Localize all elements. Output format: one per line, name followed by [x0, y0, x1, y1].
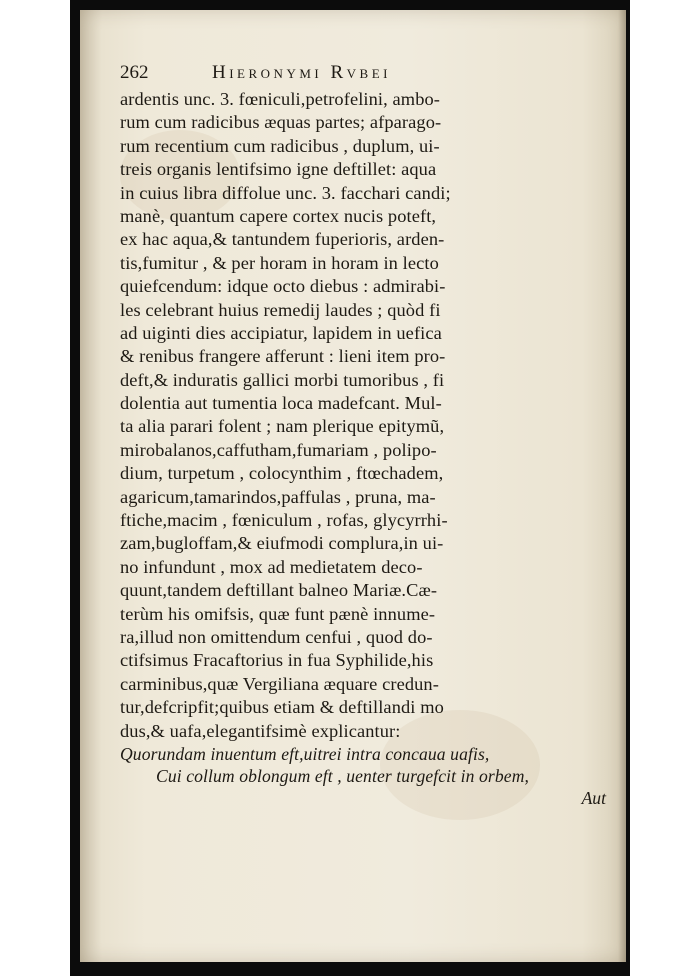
- running-head: [120, 62, 606, 88]
- text-line: mirobalanos,caffutham,fumariam , polipo-: [120, 439, 437, 460]
- text-line: les celebrant huius remedij laudes ; quòd fi: [120, 299, 441, 320]
- text-line: dolentia aut tumentia loca madefcant. Mul-: [120, 393, 442, 414]
- text-line: carminibus,quæ Vergiliana æquare credun-: [120, 673, 439, 694]
- text-line: & renibus frangere afferunt : lieni item pro-: [120, 346, 446, 367]
- verse-line: Quorundam inuentum eft,uitrei intra concaua uafis,: [120, 743, 490, 764]
- text-line: quunt,tandem deftillant balneo Mariæ.Cæ-: [120, 580, 438, 601]
- verse-line: Cui collum oblongum eft , uenter turgefcit in orbem,: [156, 765, 529, 786]
- text-line: treis organis lentifsimo igne deftillet: aqua: [120, 159, 437, 180]
- text-line: ra,illud non omittendum cenfui , quod do-: [120, 626, 433, 647]
- text-line: ftiche,macim , fœniculum , rofas, glycyrrhi-: [120, 510, 448, 531]
- page-edge: [618, 10, 626, 962]
- text-line: no infundunt , mox ad medietatem deco-: [120, 556, 423, 577]
- text-line: tis,fumitur , & per horam in horam in lecto: [120, 252, 439, 273]
- text-line: ta alia parari folent ; nam plerique epitymũ,: [120, 416, 445, 437]
- text-line: rum cum radicibus æquas partes; afparago-: [120, 112, 442, 133]
- catchword: Aut: [581, 787, 606, 808]
- page-number: 262: [120, 62, 149, 83]
- text-line: manè, quantum capere cortex nucis poteft,: [120, 205, 437, 226]
- text-line: terùm his omifsis, quæ funt pænè innume-: [120, 603, 436, 624]
- text-line: tur,defcripfit;quibus etiam & deftillandi mo: [120, 697, 444, 718]
- text-line: dus,& uafa,elegantifsimè explicantur:: [120, 720, 401, 741]
- text-line: quiefcendum: idque octo diebus : admirabi-: [120, 276, 446, 297]
- text-line: rum recentium cum radicibus , duplum, ui-: [120, 135, 440, 156]
- text-line: ad uiginti dies accipiatur, lapidem in uefica: [120, 322, 442, 343]
- running-title: Hieronymi Rvbei: [212, 62, 391, 83]
- text-line: dium, turpetum , colocynthim , ftœchadem,: [120, 463, 444, 484]
- text-line: ctifsimus Fracaftorius in fua Syphilide,his: [120, 650, 434, 671]
- text-line: zam,bugloffam,& eiufmodi complura,in ui-: [120, 533, 444, 554]
- page-text: [120, 62, 606, 809]
- text-line: deft,& induratis gallici morbi tumoribus , fi: [120, 369, 445, 390]
- text-line: in cuius libra diffolue unc. 3. facchari candi;: [120, 182, 451, 203]
- text-line: ardentis unc. 3. fœniculi,petrofelini, ambo-: [120, 89, 441, 109]
- text-line: agaricum,tamarindos,paffulas , pruna, ma-: [120, 486, 436, 507]
- verse-quotation: [120, 743, 606, 787]
- body-text: [120, 88, 606, 743]
- text-line: ex hac aqua,& tantundem fuperioris, arden-: [120, 229, 445, 250]
